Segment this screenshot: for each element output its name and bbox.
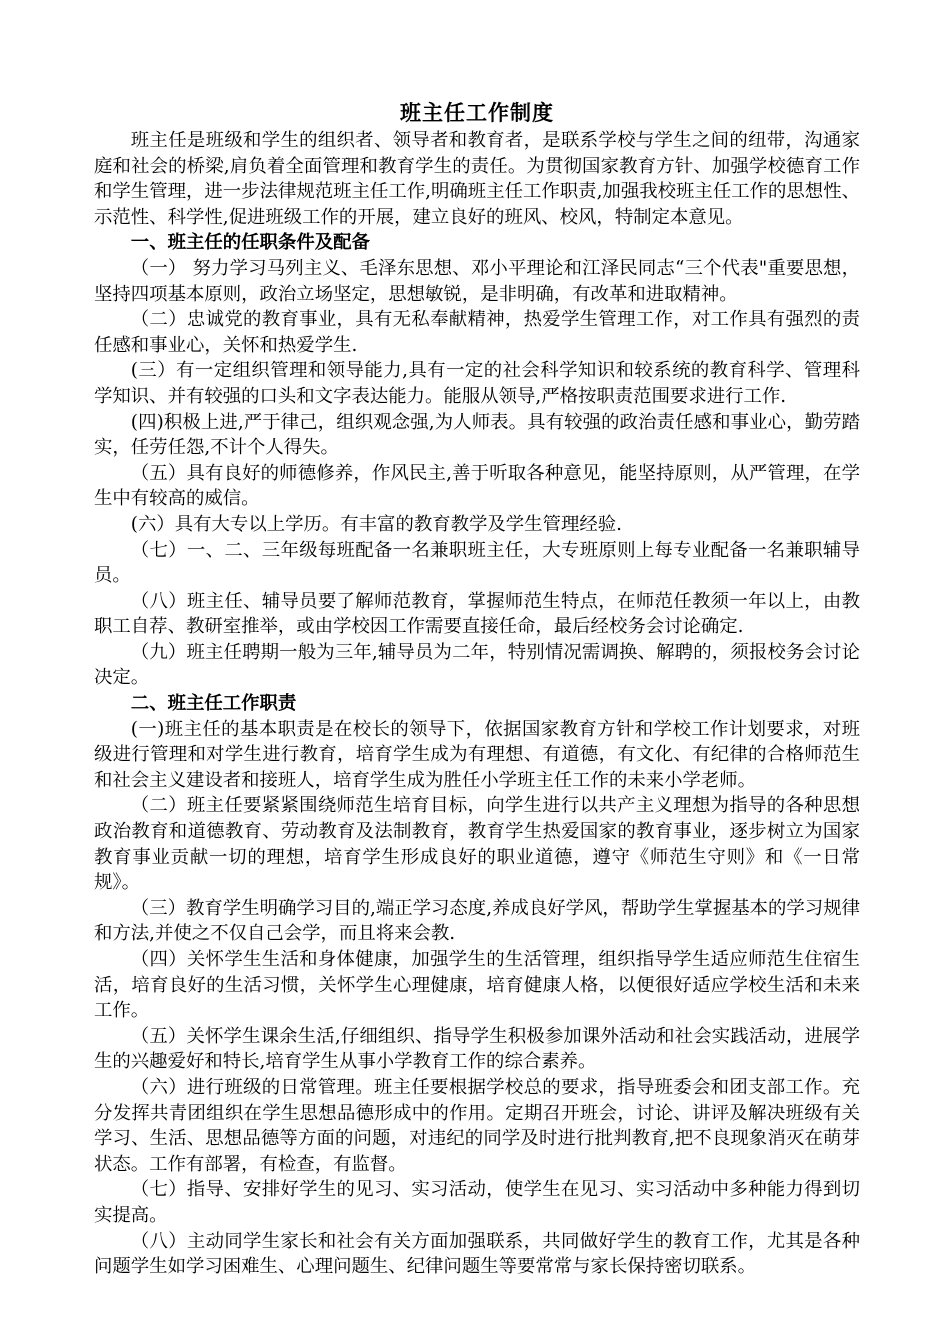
section-1-item-9: （九）班主任聘期一般为三年,辅导员为二年，特别情况需调换、解聘的，须报校务会讨论决定。 [94, 641, 860, 689]
section-2-item-5: （五）关怀学生课余生活,仔细组织、指导学生积极参加课外活动和社会实践活动，进展学生的兴趣爱好和特长,培育学生从事小学教育工作的综合素养。 [94, 1025, 860, 1073]
section-1-heading: 一、班主任的任职条件及配备 [130, 232, 370, 254]
section-1-item-3: (三）有一定组织管理和领导能力,具有一定的社会科学知识和较系统的教育科学、管理科学知识、并有较强的口头和文字表达能力。能服从领导,严格按职责范围要求进行工作. [94, 360, 860, 407]
section-1-item-5: （五）具有良好的师德修养，作风民主,善于听取各种意见，能坚持原则，从严管理，在学生中有较高的威信。 [94, 462, 860, 510]
section-1-item-4: (四)积极上进,严于律己，组织观念强,为人师表。具有较强的政治责任感和事业心，勤劳踏实，任劳任怨,不计个人得失。 [94, 411, 860, 459]
section-2-item-7: （七）指导、安排好学生的见习、实习活动，使学生在见习、实习活动中多种能力得到切实提高。 [94, 1179, 860, 1226]
section-2-item-8: （八）主动同学生家长和社会有关方面加强联系，共同做好学生的教育工作，尤其是各种问题学生如学习困难生、心理问题生、纪律问题生等要常常与家长保持密切联系。 [94, 1230, 860, 1278]
section-1-item-1: （一） 努力学习马列主义、毛泽东思想、邓小平理论和江泽民同志“三个代表"重要思想，坚持四项基本原则，政治立场坚定，思想敏锐，是非明确，有改革和进取精神。 [94, 257, 860, 305]
section-1-item-2: （二）忠诚党的教育事业，具有无私奉献精神，热爱学生管理工作，对工作具有强烈的责任感和事业心，关怀和热爱学生. [94, 309, 860, 356]
intro-paragraph: 班主任是班级和学生的组织者、领导者和教育者，是联系学校与学生之间的纽带，沟通家庭和社会的桥梁,肩负着全面管理和教育学生的责任。为贯彻国家教育方针、加强学校德育工作和学生管理，进一步法律规范班主任工作,明确班主任工作职责,加强我校班主任工作的思想性、示范性、科学性,促进班级工作的开展，建立良好的班风、校风，特制定本意见。 [94, 130, 860, 228]
section-2-heading: 二、班主任工作职责 [130, 693, 297, 715]
section-2-item-3: （三）教育学生明确学习目的,端正学习态度,养成良好学风，帮助学生掌握基本的学习规律和方法,并使之不仅自己会学，而且将来会教. [94, 897, 860, 945]
section-2-item-4: （四）关怀学生生活和身体健康，加强学生的生活管理，组织指导学生适应师范生住宿生活，培育良好的生活习惯，关怀学生心理健康，培育健康人格，以便很好适应学校生活和未来工作。 [94, 949, 860, 1022]
section-1-item-6: (六）具有大专以上学历。有丰富的教育教学及学生管理经验. [130, 513, 622, 535]
section-2-item-1: (一)班主任的基本职责是在校长的领导下，依据国家教育方针和学校工作计划要求，对班级进行管理和对学生进行教育，培育学生成为有理想、有道德，有文化、有纪律的合格师范生和社会主义建设者和接班人，培育学生成为胜任小学班主任工作的未来小学老师。 [94, 718, 860, 791]
section-2-item-6: （六）进行班级的日常管理。班主任要根据学校总的要求，指导班委会和团支部工作。充分发挥共青团组织在学生思想品德形成中的作用。定期召开班会，讨论、讲评及解决班级有关学习、生活、思想品德等方面的问题，对违纪的同学及时进行批判教育,把不良现象消灭在萌芽状态。工作有部署，有检查，有监督。 [94, 1076, 860, 1175]
section-1-item-8: （八）班主任、辅导员要了解师范教育，掌握师范生特点，在师范任教须一年以上，由教职工自荐、教研室推举，或由学校因工作需要直接任命，最后经校务会讨论确定. [94, 590, 860, 638]
section-2-item-2: （二）班主任要紧紧围绕师范生培育目标，向学生进行以共产主义理想为指导的各种思想政治教育和道德教育、劳动教育及法制教育，教育学生热爱国家的教育事业，逐步树立为国家教育事业贡献一切的理想，培育学生形成良好的职业道德，遵守《师范生守则》和《一日常规》。 [94, 795, 860, 894]
document-title: 班主任工作制度 [400, 101, 554, 125]
section-1-item-7: （七）一、二、三年级每班配备一名兼职班主任，大专班原则上每专业配备一名兼职辅导员。 [94, 539, 860, 587]
